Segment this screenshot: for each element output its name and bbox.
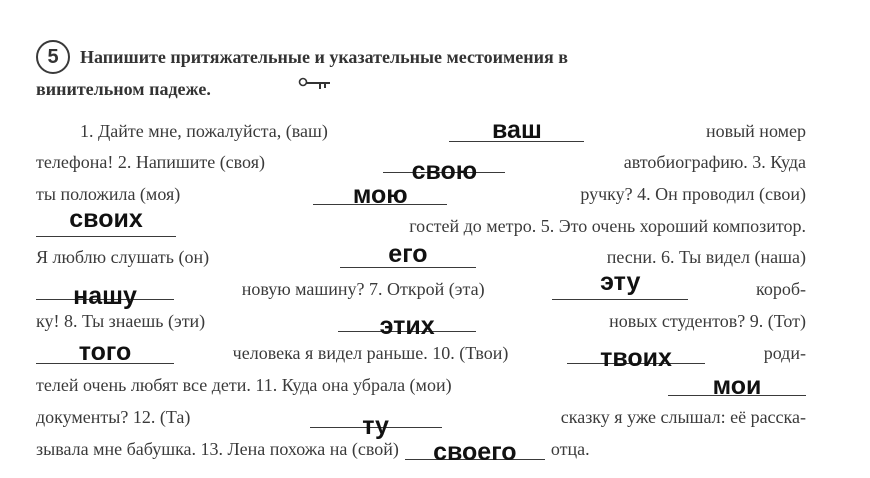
handwritten-answer: нашу (73, 282, 137, 310)
text-line-10 (36, 400, 806, 440)
answer-blank[interactable] (340, 240, 476, 268)
text-segment: песни. 6. Ты видел (наша) (606, 247, 806, 267)
answer-blank[interactable] (36, 205, 176, 237)
handwritten-answer: этих (379, 312, 435, 340)
text-segment: телефона! 2. Напишите (своя) (36, 152, 265, 172)
text-segment: отца. (550, 439, 590, 459)
text-line-9 (36, 368, 806, 400)
text-line-6 (36, 268, 806, 310)
exercise-number: 5 (36, 40, 70, 74)
answer-blank[interactable] (668, 372, 806, 400)
text-line-3 (36, 177, 806, 209)
answer-blank[interactable] (405, 438, 545, 466)
handwritten-answer: ту (362, 412, 389, 440)
text-line-7 (36, 304, 806, 340)
handwritten-answer: своего (433, 438, 517, 466)
text-line-5 (36, 240, 806, 272)
text-segment: документы? 12. (Та) (36, 407, 191, 427)
handwritten-answer: своих (69, 205, 143, 233)
answer-blank[interactable] (449, 116, 584, 144)
handwritten-answer: ваш (492, 116, 542, 144)
text-segment: сказку я уже слышал: её расска- (560, 407, 806, 427)
exercise-title: Напишите притяжательные и указательные местоимения в (80, 47, 568, 67)
text-line-4 (36, 205, 806, 241)
answer-blank[interactable] (552, 268, 688, 300)
answer-blank[interactable] (313, 181, 447, 209)
handwritten-answer: твоих (600, 344, 672, 372)
text-segment: короб- (755, 279, 806, 299)
text-segment: новый номер (705, 121, 806, 141)
key-icon (298, 76, 332, 92)
handwritten-answer: мою (352, 181, 408, 209)
handwritten-answer: его (388, 240, 428, 268)
text-line-1 (36, 114, 806, 146)
text-segment: автобиографию. 3. Куда (623, 152, 806, 172)
text-segment: новую машину? 7. Открой (эта) (241, 279, 485, 299)
answer-blank[interactable] (338, 311, 476, 340)
text-segment: ку! 8. Ты знаешь (эти) (36, 311, 206, 331)
text-segment: новых студентов? 9. (Тот) (609, 311, 806, 331)
handwritten-answer: эту (600, 268, 641, 296)
text-segment: зывала мне бабушка. 13. Лена похожа на (свой) (36, 439, 399, 459)
text-line-11 (36, 432, 806, 464)
answer-blank[interactable] (383, 152, 505, 185)
answer-blank[interactable] (36, 338, 174, 366)
exercise-title-continued: винительном падеже. (36, 79, 211, 99)
text-segment: гостей до метро. 5. Это очень хороший композитор. (409, 216, 806, 236)
text-line-2 (36, 145, 806, 185)
text-segment: ты положила (моя) (36, 184, 181, 204)
answer-blank[interactable] (310, 407, 442, 440)
text-segment: телей очень любят все дети. 11. Куда она убрала (мои) (36, 375, 452, 395)
text-segment: Я люблю слушать (он) (36, 247, 210, 267)
answer-blank[interactable] (567, 343, 705, 372)
text-segment: 1. Дайте мне, пожалуйста, (ваш) (80, 121, 328, 141)
text-segment: ручку? 4. Он проводил (свои) (580, 184, 806, 204)
handwritten-answer: мои (712, 372, 762, 400)
text-segment: роди- (763, 343, 806, 363)
text-segment: человека я видел раньше. 10. (Твои) (232, 343, 509, 363)
handwritten-answer: свою (411, 157, 478, 185)
handwritten-answer: того (78, 338, 132, 366)
text-line-8 (36, 336, 806, 372)
answer-blank[interactable] (36, 279, 174, 310)
